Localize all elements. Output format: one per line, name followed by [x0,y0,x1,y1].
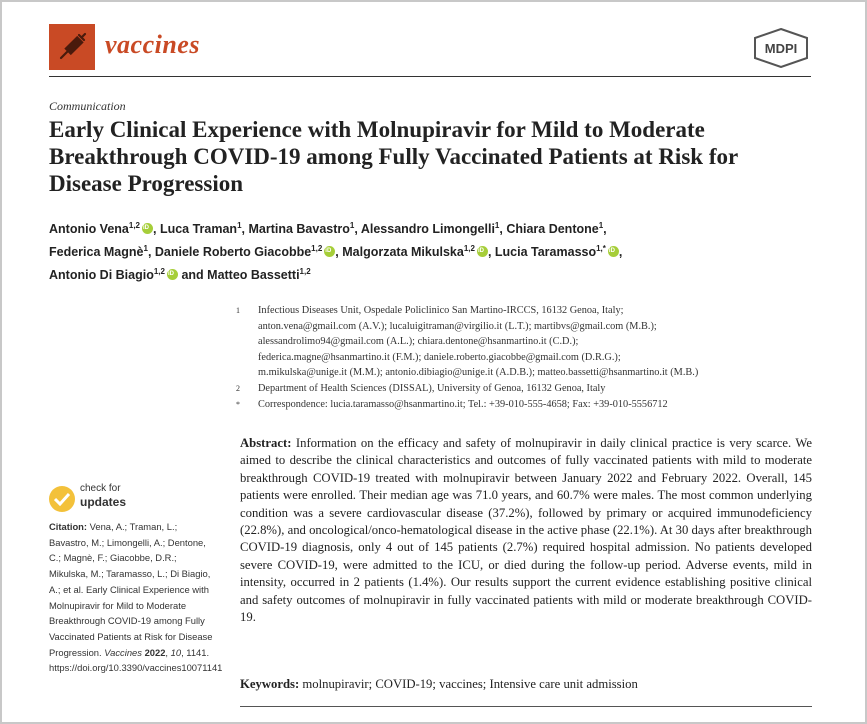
affiliation-mark: 2 [236,383,240,393]
author-name[interactable]: Federica Magnè [49,245,144,260]
author-separator: , [499,222,507,237]
abstract-label: Abstract: [240,436,292,450]
header-divider [49,76,811,77]
affiliation-line: Department of Health Sciences (DISSAL), University of Genoa, 16132 Genoa, Italy [258,382,606,394]
author-separator: , [153,222,160,237]
citation-block: Citation: Vena, A.; Traman, L.; Bavastro, M.; Limongelli, A.; Dentone, C.; Magnè, F.; Giacobbe, D.R.; Mikulska, M.; Taramasso, L.; Di Biagio, A.; et al. Early Clinical Experience with Molnupiravir for Mild to Moderate Breakthrough COVID-19 among Fully Vaccinated Patients at Risk for Disease Progression. Vaccines 2022, 10, 1141. https://doi.org/10.3390/vaccines10071141 [49,521,223,674]
orcid-icon[interactable] [142,223,153,234]
affiliation-line: m.mikulska@unige.it (M.M.); antonio.dibiagio@unige.it (A.D.B.); matteo.bassetti@hsanmartino.it (M.B.) [258,367,699,379]
affiliation-line: Correspondence: lucia.taramasso@hsanmartino.it; Tel.: +39-010-555-4658; Fax: +39-010-5556712 [258,398,668,410]
author-name[interactable]: Chiara Dentone [506,222,599,237]
bottom-divider [240,706,812,707]
author-name[interactable]: Alessandro Limongelli [360,222,495,237]
author-affiliation-mark: 1,2 [153,267,165,277]
author-affiliation-mark: 1 [494,221,500,230]
affiliation-line: anton.vena@gmail.com (A.V.); lucaluigitraman@virgilio.it (L.T.); martibvs@gmail.com (M.B.); [258,320,657,332]
affiliation-line: alessandrolimo94@gmail.com (A.L.); chiara.dentone@hsanmartino.it (C.D.); [258,336,579,348]
affiliation-row [236,381,816,397]
affiliations [236,303,816,412]
affiliation-mark: * [236,399,240,409]
author-name[interactable]: Daniele Roberto Giacobbe [154,245,312,260]
author-separator: , [354,222,361,237]
affiliation-row [236,303,816,381]
abstract-text: Information on the efficacy and safety of molnupiravir in daily clinical practice is very scarce. We aimed to describe the clinical characteristics and outcomes of fully vaccinated patients with mild to moderate breakthrough COVID-19 treated with molnupiravir between January 2022 and February 2022. Overall, 145 patients were enrolled. Their median age was 71.0 years, and 60.7% were males. The most common underlying condition was a severe cardiovascular disease (37.2%), followed by primary or acquired immunodeficiency (22.8%), and oncological/onco-hematological disease in the active phase (22.1%). At 30 days after breakthrough COVID-19 diagnosis, only 4 out of 145 patients (2.7%) required hospital admission. No patients developed severe COVID-19, were admitted to the ICU, or died during the follow-up period. Adverse events, mild in intensity, occurred in 2 patients (1.4%). Our results support the current evidence establishing positive clinical and safety outcomes of molnupiravir in fully vaccinated patients with mild or moderate breakthrough COVID-19. [240,436,813,625]
author-name[interactable]: Luca Traman [159,222,238,237]
author-affiliation-mark: 1 [237,221,242,230]
citation-authors: Vena, A.; Traman, L.; Bavastro, M.; Limongelli, A.; Dentone, C.; Magnè, F.; Giacobbe, D.R.; Mikulska, M.; Taramasso, L.; Di Biagio, A.; et al. Early Clinical Experience with Molnupiravir for Mild to Moderate Breakthrough COVID-19 among Fully Vaccinated Patients at Risk for Disease Progression. [49,521,213,658]
author-name[interactable]: Lucia Taramasso [494,245,597,260]
author-separator: , [487,245,495,260]
citation-pages: 1141. [186,646,210,658]
author-name[interactable]: Malgorzata Mikulska [342,245,464,260]
author-affiliation-mark: 1 [598,221,604,230]
affiliation-line: Infectious Diseases Unit, Ospedale Policlinico San Martino-IRCCS, 16132 Genoa, Italy; [258,305,624,316]
author-affiliation-mark: 1,* [596,244,606,254]
author-list [49,216,809,285]
author-name[interactable]: Martina Bavastro [248,222,350,237]
citation-volume: 10 [170,646,182,658]
author-affiliation-mark: 1,2 [128,221,140,230]
affiliation-line: federica.magne@hsanmartino.it (F.M.); daniele.roberto.giacobbe@gmail.com (D.R.G.); [258,351,621,363]
orcid-icon[interactable] [324,246,335,257]
author-affiliation-mark: 1 [349,221,355,230]
check-updates-line2: updates [80,495,127,509]
orcid-icon[interactable] [167,269,178,280]
citation-label: Citation: [49,521,88,532]
author-separator: , [241,222,249,237]
orcid-icon[interactable] [608,246,619,257]
author-affiliation-mark: 1,2 [311,244,323,254]
affiliation-text [258,381,816,397]
affiliation-text [258,397,816,413]
keywords-label: Keywords: [240,677,300,691]
journal-header [49,24,811,74]
author-separator: , [603,222,607,237]
mdpi-logo[interactable] [751,28,811,68]
author-name[interactable]: Matteo Bassetti [207,268,300,283]
check-updates-line1: check for [80,483,121,494]
affiliation-row [236,397,816,413]
affiliation-mark: 1 [236,306,240,315]
orcid-icon[interactable] [477,246,488,257]
author-affiliation-mark: 1,2 [463,244,475,254]
keywords [240,676,812,693]
citation-year: 2022 [144,646,166,658]
affiliation-text [258,303,816,381]
author-name[interactable]: Antonio Vena [49,222,129,237]
syringe-icon [49,24,95,70]
publisher-name: MDPI [764,41,798,56]
article-type: Communication [49,99,126,113]
check-icon [49,486,75,512]
author-affiliation-mark: 1 [143,244,148,254]
author-separator: and [177,268,208,283]
author-separator: , [618,245,623,260]
author-separator: , [147,245,155,260]
author-separator: , [335,245,343,260]
author-name[interactable]: Antonio Di Biagio [49,268,154,283]
citation-journal: Vaccines [104,646,142,658]
journal-name[interactable]: vaccines [105,30,200,59]
abstract [240,435,812,626]
keywords-text: molnupiravir; COVID-19; vaccines; Intensive care unit admission [302,677,638,691]
check-for-updates-badge[interactable] [49,480,179,516]
article-title: Early Clinical Experience with Molnupiravir for Mild to Moderate Breakthrough COVID-19 among Fully Vaccinated Patients at Risk for Disease Progression [49,117,738,196]
author-affiliation-mark: 1,2 [299,267,311,277]
citation-doi[interactable]: https://doi.org/10.3390/vaccines10071141 [49,662,223,674]
